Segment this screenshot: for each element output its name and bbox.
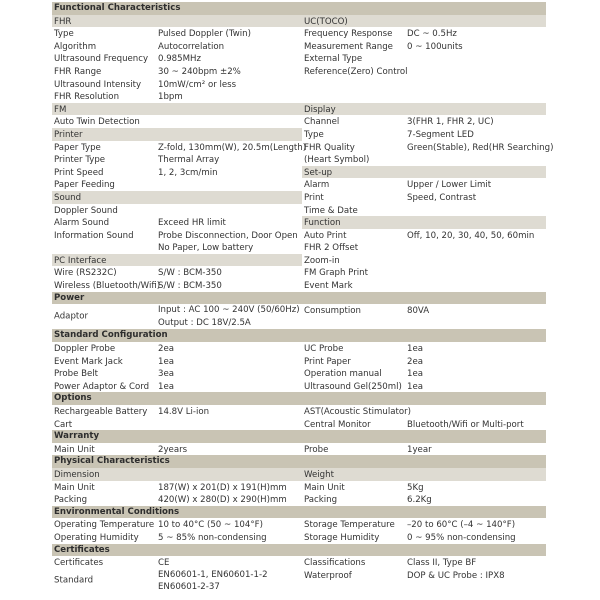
subheader-row [52, 103, 546, 116]
table-row [52, 418, 546, 431]
spec-label: Zoom-in [304, 255, 340, 266]
spec-label: FM Graph Print [304, 268, 368, 279]
spec-label: Paper Feeding [54, 180, 115, 191]
spec-value: 1ea [158, 356, 175, 367]
section-functional: Functional Characteristics [52, 2, 546, 15]
table-row [52, 65, 546, 78]
table-row [52, 355, 546, 368]
table-row [52, 40, 546, 53]
spec-table [52, 2, 554, 594]
table-row [52, 443, 546, 456]
spec-value: Exceed HR limit [158, 218, 226, 229]
spec-label: Central Monitor [304, 419, 371, 430]
spec-value: S/W : BCM-350 [158, 281, 222, 292]
table-row [52, 27, 546, 40]
spec-label: Channel [304, 117, 340, 128]
spec-label: Auto Twin Detection [54, 117, 140, 128]
spec-value: 7-Segment LED [407, 129, 474, 140]
spec-label: Waterproof [304, 570, 352, 581]
table-row [52, 266, 546, 279]
spec-label: Measurement Range [304, 41, 393, 52]
spec-label: Doppler Sound [54, 205, 118, 216]
spec-value: EN60601-1, EN60601-1-2 EN60601-2-37 [158, 569, 268, 593]
spec-label: Main Unit [54, 444, 95, 455]
spec-label: UC Probe [304, 344, 344, 355]
subheader-display: Display [302, 103, 546, 116]
spec-value: Class II, Type BF [407, 558, 477, 569]
spec-label: FHR Resolution [54, 92, 120, 103]
spec-label: Event Mark [304, 281, 353, 292]
spec-value: 0 ~ 100units [407, 41, 463, 52]
table-row [52, 178, 546, 191]
spec-label: Rechargeable Battery [54, 407, 148, 417]
spec-label: Ultrasound Intensity [54, 79, 142, 90]
subheader-pc-interface: PC Interface [52, 254, 302, 267]
table-row [52, 128, 546, 141]
table-row [52, 90, 546, 103]
subheader-sound: Sound [52, 191, 302, 204]
spec-value: 2ea [407, 356, 424, 367]
spec-label: Auto Print [304, 230, 347, 241]
spec-label: Doppler Probe [54, 344, 116, 355]
spec-label: Ultrasound Gel(250ml) [304, 381, 402, 392]
subheader-function: Function [302, 216, 546, 229]
spec-label: Type [304, 129, 324, 140]
spec-label: Storage Humidity [304, 532, 380, 543]
section-environmental: Environmental Conditions [52, 506, 546, 519]
spec-value: Green(Stable), Red(HR Searching) [407, 142, 554, 153]
spec-label: Event Mark Jack [54, 356, 123, 367]
table-row [52, 531, 546, 544]
spec-label: FHR Quality [304, 142, 355, 153]
table-row [52, 481, 546, 494]
spec-value: DOP & UC Probe : IPX8 [407, 570, 505, 581]
spec-value: 0 ~ 95% non-condensing [407, 532, 516, 543]
spec-value: 5 ~ 85% non-condensing [158, 532, 267, 543]
spec-label: Print Speed [54, 167, 104, 178]
spec-label: Alarm Sound [54, 218, 110, 229]
spec-value: 2years [158, 444, 188, 455]
table-row [52, 304, 546, 329]
spec-value: DC ~ 0.5Hz [407, 29, 457, 40]
spec-value: 1bpm [158, 92, 183, 103]
spec-label: Algorithm [54, 41, 97, 52]
spec-label: Ultrasound Frequency [54, 54, 149, 65]
spec-label: Storage Temperature [304, 520, 395, 531]
spec-label: Adaptor [54, 311, 89, 322]
spec-label: Packing [304, 495, 338, 506]
spec-label: Packing [54, 495, 88, 506]
spec-label: Operation manual [304, 369, 382, 380]
spec-value: 1, 2, 3cm/min [158, 167, 218, 178]
spec-value: 3(FHR 1, FHR 2, UC) [407, 117, 494, 128]
spec-label: Print [304, 192, 324, 203]
spec-value: 5Kg [407, 482, 424, 493]
spec-value: No Paper, Low battery [158, 243, 254, 254]
spec-label: Paper Type [54, 142, 101, 153]
spec-value: 1ea [407, 344, 424, 355]
table-row [52, 166, 546, 179]
spec-label: Power Adaptor & Cord [54, 381, 150, 392]
spec-value: Upper / Lower Limit [407, 180, 492, 191]
spec-value: 10mW/cm² or less [158, 79, 237, 90]
subheader-weight: Weight [302, 468, 546, 481]
spec-label: Operating Temperature [54, 520, 155, 531]
table-row [52, 405, 546, 418]
spec-value: 1year [407, 444, 432, 455]
table-row [52, 216, 546, 229]
spec-label: Time & Date [304, 205, 358, 216]
section-certificates: Certificates [52, 544, 546, 557]
spec-label: Standard [54, 576, 94, 587]
spec-value: Bluetooth/Wifi or Multi-port [407, 419, 524, 430]
spec-value: 1ea [407, 369, 424, 380]
table-row [52, 254, 546, 267]
spec-value: 80VA [407, 306, 430, 317]
spec-label: Main Unit [54, 482, 95, 493]
spec-label: Consumption [304, 306, 361, 317]
spec-label: Probe Belt [54, 369, 99, 380]
spec-value: 1ea [407, 381, 424, 392]
table-row [52, 191, 546, 204]
spec-value: Thermal Array [158, 155, 220, 166]
spec-value: Autocorrelation [158, 41, 225, 52]
table-row [52, 229, 546, 242]
table-row [52, 204, 546, 217]
spec-label: FHR 2 Offset [304, 243, 359, 254]
table-row [52, 342, 546, 355]
spec-label: Wireless (Bluetooth/Wifi) [54, 281, 161, 292]
spec-value: Z-fold, 130mm(W), 20.5m(Length) [158, 142, 307, 153]
spec-label: Print Paper [304, 356, 351, 367]
spec-label: External Type [304, 54, 363, 65]
spec-label: AST(Acoustic Stimulator) [304, 407, 411, 417]
spec-value: 187(W) x 201(D) x 191(H)mm [158, 482, 287, 493]
section-standard-configuration: Standard Configuration [52, 329, 546, 342]
spec-value: 10 to 40°C (50 ~ 104°F) [158, 520, 263, 531]
table-row [52, 556, 546, 569]
spec-value: 6.2Kg [407, 495, 432, 506]
spec-label: Classifications [304, 558, 366, 569]
spec-label: Main Unit [304, 482, 345, 493]
spec-label: Printer Type [54, 155, 106, 166]
spec-label: Probe [304, 444, 329, 455]
spec-label: Operating Humidity [54, 532, 139, 543]
table-row [52, 367, 546, 380]
spec-value: Speed, Contrast [407, 192, 477, 203]
section-physical: Physical Characteristics [52, 455, 546, 468]
spec-value: 30 ~ 240bpm ±2% [158, 66, 241, 77]
spec-value: Pulsed Doppler (Twin) [158, 29, 251, 40]
spec-label: Certificates [54, 558, 104, 569]
subheader-row [52, 468, 546, 481]
table-row [52, 153, 546, 166]
subheader-uc-toco: UC(TOCO) [302, 15, 546, 28]
spec-value: 0.985MHz [158, 54, 201, 65]
spec-value: 1ea [158, 381, 175, 392]
spec-value: 14.8V Li-ion [158, 407, 210, 417]
spec-label: Wire (RS232C) [54, 268, 117, 279]
section-options: Options [52, 392, 546, 405]
spec-value: Off, 10, 20, 30, 40, 50, 60min [407, 230, 535, 241]
section-power: Power [52, 292, 546, 305]
subheader-dimension: Dimension [52, 468, 302, 481]
table-row [52, 141, 554, 154]
spec-value: –20 to 60°C (–4 ~ 140°F) [407, 520, 516, 531]
table-row [52, 241, 546, 254]
subheader-fm: FM [52, 103, 302, 116]
spec-value: S/W : BCM-350 [158, 268, 222, 279]
table-row [52, 569, 546, 594]
table-row [52, 493, 546, 506]
table-row [52, 52, 546, 65]
spec-label: Information Sound [54, 230, 134, 241]
section-warranty: Warranty [52, 430, 546, 443]
spec-label: Type [54, 29, 74, 40]
spec-label: Cart [54, 419, 73, 430]
table-row [52, 518, 546, 531]
spec-label: (Heart Symbol) [304, 155, 370, 166]
spec-value: Input : AC 100 ~ 240V (50/60Hz) Output : DC 18V/2.5A [158, 305, 300, 328]
spec-value: CE [158, 558, 170, 569]
spec-label: Frequency Response [304, 29, 393, 40]
table-row [52, 279, 546, 292]
subheader-row [52, 15, 546, 28]
spec-value: 420(W) x 280(D) x 290(H)mm [158, 495, 287, 506]
table-row [52, 380, 546, 393]
spec-label: Reference(Zero) Control [304, 66, 408, 77]
spec-label: FHR Range [54, 66, 102, 77]
spec-value: 3ea [158, 369, 175, 380]
subheader-setup: Set-up [302, 166, 546, 179]
spec-value: Probe Disconnection, Door Open [158, 230, 298, 241]
subheader-fhr: FHR [52, 15, 302, 28]
spec-value: 2ea [158, 344, 175, 355]
table-row [52, 115, 546, 128]
subheader-printer: Printer [52, 128, 302, 141]
spec-label: Alarm [304, 180, 330, 191]
table-row [52, 78, 546, 91]
